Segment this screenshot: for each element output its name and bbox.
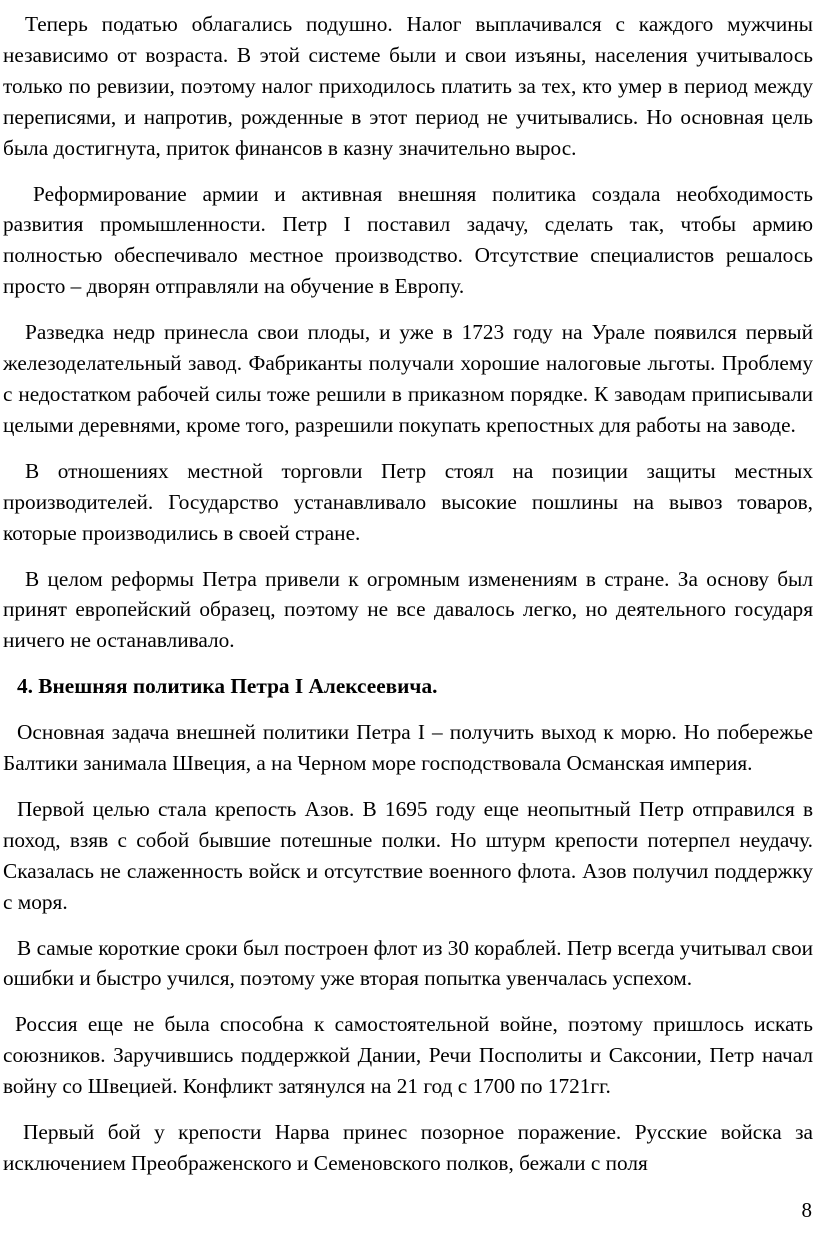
page-number: 8 — [801, 1198, 812, 1222]
paragraph-trade: В отношениях местной торговли Петр стоял на позиции защиты местных производителей. Государство устанавливало высокие пошлины на вывоз товаров, которые производились в своей стране. — [3, 458, 813, 545]
page-content — [3, 9, 813, 1194]
paragraph-northern-war: Россия еще не была способна к самостоятельной войне, поэтому пришлось искать союзников. Заручившись поддержкой Дании, Речи Посполиты и Саксонии, Петр начал войну со Швецией. Конфликт затянулся на 21 год с 1700 по 1721гг. — [3, 1012, 813, 1099]
paragraph-fleet: В самые короткие сроки был построен флот из 30 кораблей. Петр всегда учитывал свои ошибки и быстро учился, поэтому уже вторая попытка увенчалась успехом. — [3, 935, 813, 991]
section-heading: 4. Внешняя политика Петра I Алексеевича. — [17, 674, 438, 699]
paragraph-foreign-policy-goal: Основная задача внешней политики Петра I – получить выход к морю. Но побережье Балтики занимала Швеция, а на Черном море господствовала Османская империя. — [3, 720, 813, 776]
paragraph-azov-campaign: Первой целью стала крепость Азов. В 1695 году еще неопытный Петр отправился в поход, взяв с собой бывшие потешные полки. Но штурм крепости потерпел неудачу. Сказалась не слаженность войск и отсутствие военного флота. Азов получил поддержку с моря. — [3, 796, 813, 914]
paragraph-reforms-summary: В целом реформы Петра привели к огромным изменениям в стране. За основу был принят европейский образец, поэтому не все давалось легко, но деятельного государя ничего не останавливало. — [3, 566, 813, 653]
paragraph-ural-factory: Разведка недр принесла свои плоды, и уже в 1723 году на Урале появился первый железоделательный завод. Фабриканты получали хорошие налоговые льготы. Проблему с недостатком рабочей силы тоже решили в приказном порядке. К заводам приписывали целыми деревнями, кроме того, разрешили покупать крепостных для работы на заводе. — [3, 320, 813, 437]
paragraph-poll-tax: Теперь податью облагались подушно. Налог выплачивался с каждого мужчины независимо от возраста. В этой системе были и свои изъяны, населения учитывалось только по ревизии, поэтому налог приходилось платить за тех, кто умер в период между переписями, и напротив, рожденные в этот период не учитывались. Но основная цель была достигнута, приток финансов в казну значительно вырос. — [3, 12, 813, 160]
paragraph-narva: Первый бой у крепости Нарва принес позорное поражение. Русские войска за исключением Преображенского и Семеновского полков, бежали с поля — [3, 1120, 813, 1175]
paragraph-army-industry: Реформирование армии и активная внешняя политика создала необходимость развития промышленности. Петр I поставил задачу, сделать так, чтобы армию полностью обеспечивало местное производство. Отсутствие специалистов решалось просто – дворян отправляли на обучение в Европу. — [3, 181, 813, 299]
